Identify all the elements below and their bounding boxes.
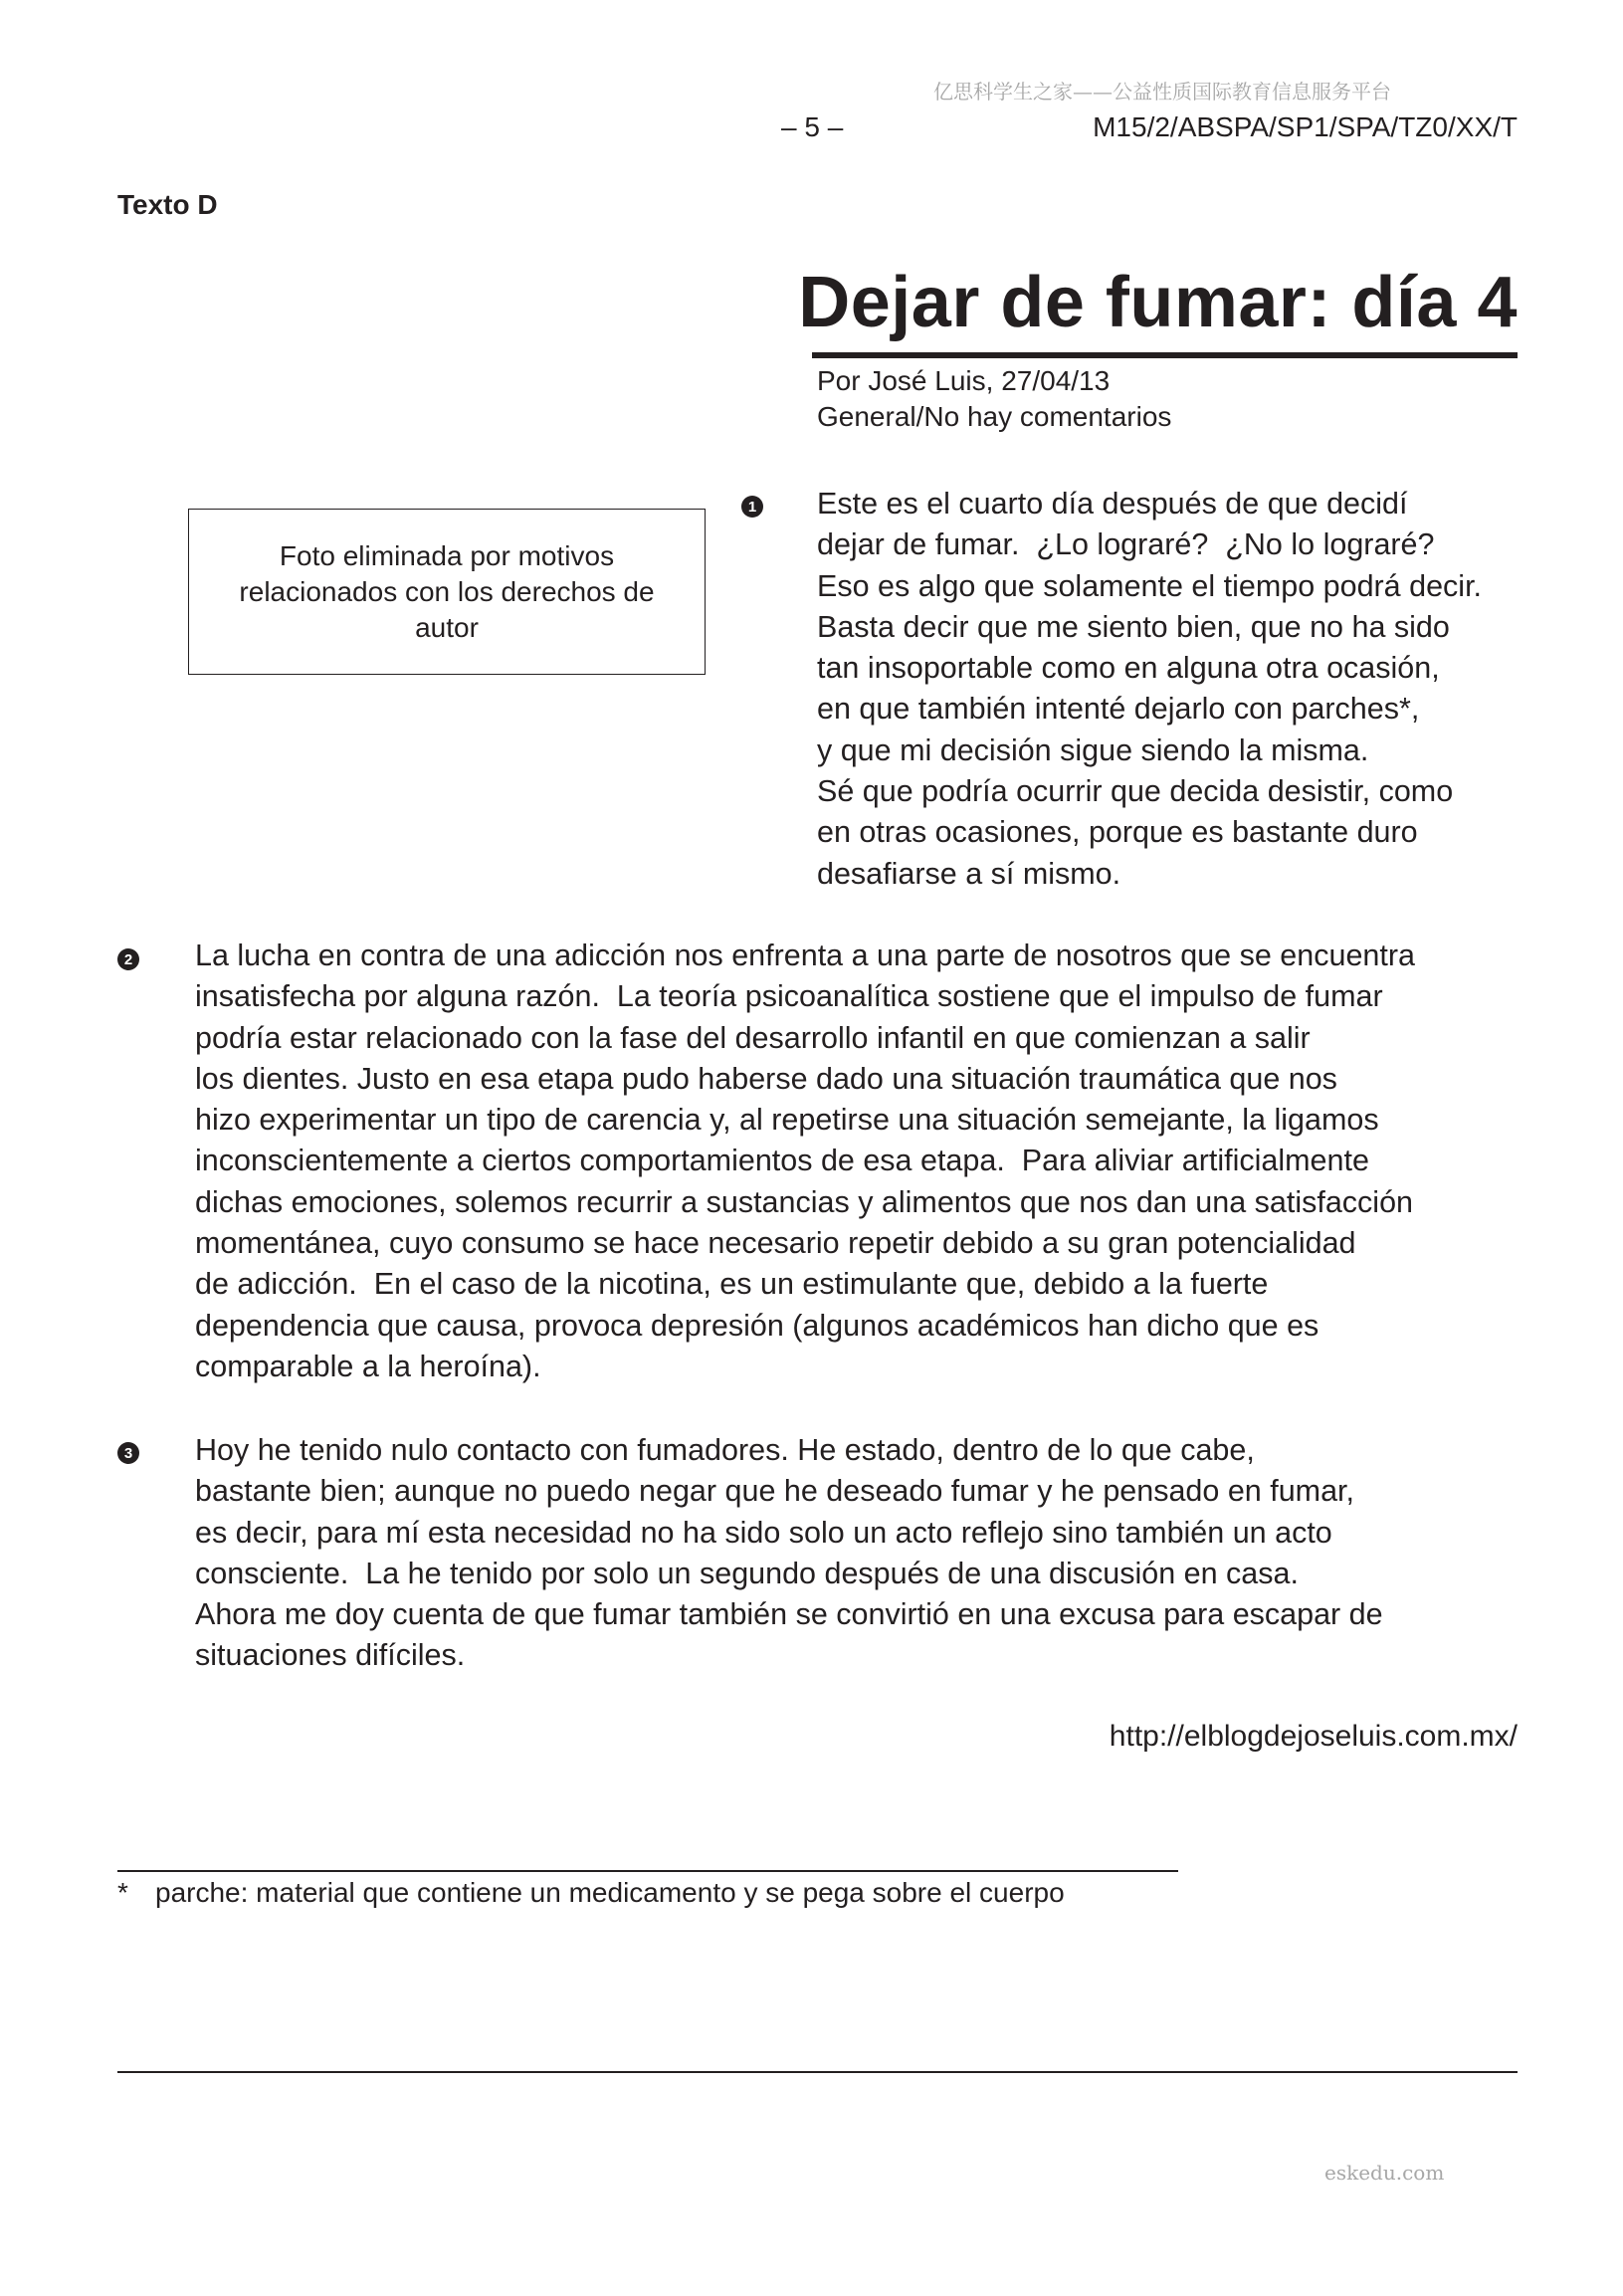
- document-code: M15/2/ABSPA/SP1/SPA/TZ0/XX/T: [1093, 111, 1518, 142]
- paragraph-marker-3: 3: [117, 1442, 139, 1464]
- text-line: consciente. La he tenido por solo un segundo después de una discusión en casa.: [195, 1556, 1299, 1590]
- text-line: bastante bien; aunque no puedo negar que he deseado fumar y he pensado en fumar,: [195, 1474, 1354, 1509]
- text-line: en que también intenté dejarlo con parches*,: [817, 692, 1420, 727]
- footer-watermark: eskedu.com: [1324, 2161, 1445, 2185]
- text-line: de adicción. En el caso de la nicotina, es un estimulante que, debido a la fuerte: [195, 1267, 1269, 1302]
- section-label: Texto D: [117, 189, 218, 220]
- text-line: momentánea, cuyo consumo se hace necesario repetir debido a su gran potencialidad: [195, 1226, 1356, 1261]
- text-line: en otras ocasiones, porque es bastante duro: [817, 815, 1418, 850]
- title-underline: [812, 352, 1518, 358]
- byline-author-date: Por José Luis, 27/04/13: [817, 365, 1111, 396]
- photo-placeholder-line: autor: [415, 611, 479, 643]
- text-line: inconscientemente a ciertos comportamientos de esa etapa. Para aliviar artificialmente: [195, 1144, 1369, 1178]
- photo-placeholder-line: relacionados con los derechos de: [239, 575, 655, 607]
- text-line: es decir, para mí esta necesidad no ha sido solo un acto reflejo sino también un acto: [195, 1515, 1332, 1550]
- text-line: los dientes. Justo en esa etapa pudo haberse dado una situación traumática que nos: [195, 1061, 1337, 1096]
- paragraph-marker-2: 2: [117, 948, 139, 970]
- text-line: insatisfecha por alguna razón. La teoría psicoanalítica sostiene que el impulso de fumar: [195, 979, 1383, 1014]
- byline-category: General/No hay comentarios: [817, 401, 1172, 432]
- paragraph-3: [195, 1430, 1528, 1677]
- footnote-text: parche: material que contiene un medicamento y se pega sobre el cuerpo: [155, 1877, 1065, 1908]
- text-line: Hoy he tenido nulo contacto con fumadores. He estado, dentro de lo que cabe,: [195, 1433, 1255, 1467]
- footnote-mark: *: [117, 1877, 128, 1908]
- text-line: dichas emociones, solemos recurrir a sustancias y alimentos que nos dan una satisfacción: [195, 1184, 1414, 1219]
- article-title: Dejar de fumar: día 4: [798, 263, 1518, 342]
- page-number: – 5 –: [781, 111, 844, 142]
- text-line: Este es el cuarto día después de que decidí: [817, 487, 1408, 521]
- text-line: y que mi decisión sigue siendo la misma.: [817, 732, 1369, 767]
- page-bottom-rule: [117, 2071, 1518, 2073]
- text-line: desafiarse a sí mismo.: [817, 856, 1121, 891]
- text-line: comparable a la heroína).: [195, 1349, 541, 1383]
- photo-placeholder-line: Foto eliminada por motivos: [279, 539, 615, 571]
- text-line: Eso es algo que solamente el tiempo podrá decir.: [817, 568, 1483, 603]
- paragraph-marker-1: 1: [741, 496, 763, 518]
- text-line: Basta decir que me siento bien, que no ha sido: [817, 609, 1450, 644]
- text-line: Sé que podría ocurrir que decida desistir, como: [817, 774, 1454, 809]
- text-line: Ahora me doy cuenta de que fumar también se convirtió en una excusa para escapar de: [195, 1597, 1383, 1632]
- paragraph-2: [195, 936, 1528, 1387]
- source-url: http://elblogdejoseluis.com.mx/: [1109, 1720, 1518, 1753]
- article-byline: [817, 363, 1171, 435]
- text-line: dependencia que causa, provoca depresión (algunos académicos han dicho que es: [195, 1308, 1319, 1343]
- text-line: situaciones difíciles.: [195, 1638, 466, 1673]
- paragraph-1: [817, 484, 1533, 895]
- header-watermark: 亿思科学生之家——公益性质国际教育信息服务平台: [933, 80, 1391, 104]
- footnote: [117, 1875, 1065, 1911]
- text-line: dejar de fumar. ¿Lo lograré? ¿No lo lograré?: [817, 527, 1435, 562]
- text-line: hizo experimentar un tipo de carencia y, al repetirse una situación semejante, la ligamos: [195, 1103, 1379, 1138]
- photo-placeholder: [188, 509, 706, 675]
- text-line: podría estar relacionado con la fase del desarrollo infantil en que comienzan a salir: [195, 1020, 1311, 1055]
- text-line: La lucha en contra de una adicción nos enfrenta a una parte de nosotros que se encuentra: [195, 939, 1415, 972]
- footnote-divider: [117, 1870, 1178, 1872]
- text-line: tan insoportable como en alguna otra ocasión,: [817, 651, 1440, 686]
